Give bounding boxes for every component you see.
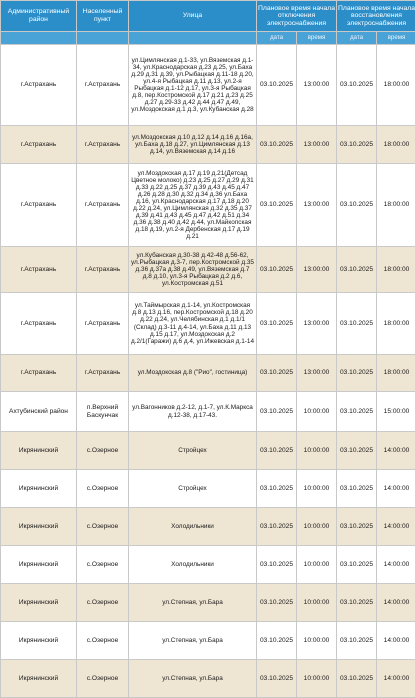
table-row: [1, 584, 415, 622]
locality-cell: с.Озерное: [77, 584, 129, 622]
locality-cell: с.Озерное: [77, 660, 129, 698]
locality-cell: г.Астрахань: [77, 126, 129, 164]
table-row: [1, 392, 415, 432]
table-row: [1, 126, 415, 164]
on-date-cell: 03.10.2025: [337, 546, 377, 584]
on-time-cell: 14:00:00: [377, 622, 415, 660]
locality-cell: г.Астрахань: [77, 45, 129, 126]
off-time-cell: 10:00:00: [297, 546, 337, 584]
streets-cell: ул.Моздокская д.8 ("Рио", гостиница): [129, 355, 257, 392]
table-row: [1, 164, 415, 247]
on-date-cell: 03.10.2025: [337, 392, 377, 432]
district-subheader: [1, 32, 77, 45]
locality-subheader: [77, 32, 129, 45]
subheader-row: [1, 32, 415, 45]
off-date-subheader: дата: [257, 32, 297, 45]
district-cell: г.Астрахань: [1, 164, 77, 247]
on-time-cell: 14:00:00: [377, 432, 415, 470]
on-time-cell: 14:00:00: [377, 546, 415, 584]
off-time-cell: 10:00:00: [297, 584, 337, 622]
off-date-cell: 03.10.2025: [257, 432, 297, 470]
streets-cell: ул.Степная, ул.Бара: [129, 584, 257, 622]
off-time-cell: 13:00:00: [297, 355, 337, 392]
table-row: [1, 247, 415, 293]
locality-cell: п.Верхний Баскунчак: [77, 392, 129, 432]
district-cell: Икрянинский: [1, 432, 77, 470]
streets-cell: Холодильники: [129, 546, 257, 584]
planned-off-header: Плановое время начала отключения электроснабжения: [257, 1, 337, 32]
district-cell: г.Астрахань: [1, 293, 77, 355]
streets-cell: Стройцех: [129, 432, 257, 470]
off-date-cell: 03.10.2025: [257, 660, 297, 698]
on-time-cell: 14:00:00: [377, 584, 415, 622]
off-time-cell: 10:00:00: [297, 508, 337, 546]
district-header: Административный район: [1, 1, 77, 32]
off-time-cell: 13:00:00: [297, 247, 337, 293]
on-date-cell: 03.10.2025: [337, 164, 377, 247]
streets-cell: ул.Цимлянская д.1-33, ул.Вяземская д.1-34, ул.Краснодарская д.23 д.25, ул.Баха д.29 д.31 д.39, ул.Рыбацкая д.11-18 д.20, ул.4-я Рыбацкая д.11 д.13, ул.2-я Рыбацкая д.1-12 д.17, ул.3-я Рыбацкая д.8, пер.Костромской д.17 д.21 д.23 д.25 д.27 д.29-33 д.42 д.44 д.47 д.49, ул.Моздокская д.1 д.3, ул.Кубанская д.28: [129, 45, 257, 126]
off-date-cell: 03.10.2025: [257, 293, 297, 355]
district-cell: г.Астрахань: [1, 247, 77, 293]
off-date-cell: 03.10.2025: [257, 584, 297, 622]
table-row: [1, 293, 415, 355]
off-date-cell: 03.10.2025: [257, 247, 297, 293]
off-time-cell: 10:00:00: [297, 432, 337, 470]
district-cell: Икрянинский: [1, 470, 77, 508]
street-header: Улица: [129, 1, 257, 32]
table-row: [1, 355, 415, 392]
locality-cell: с.Озерное: [77, 432, 129, 470]
on-date-cell: 03.10.2025: [337, 432, 377, 470]
district-cell: г.Астрахань: [1, 126, 77, 164]
locality-cell: г.Астрахань: [77, 164, 129, 247]
on-time-cell: 14:00:00: [377, 470, 415, 508]
locality-cell: г.Астрахань: [77, 355, 129, 392]
locality-cell: с.Озерное: [77, 622, 129, 660]
table-row: [1, 508, 415, 546]
table-row: [1, 432, 415, 470]
off-time-cell: 10:00:00: [297, 470, 337, 508]
street-subheader: [129, 32, 257, 45]
off-date-cell: 03.10.2025: [257, 126, 297, 164]
district-cell: Ахтубинский район: [1, 392, 77, 432]
off-time-cell: 13:00:00: [297, 126, 337, 164]
streets-cell: ул.Кубанская д.30-38 д.42-48 д.56-62, ул.Рыбацкая д.3-7, пер.Костромской д.35 д.36 д.37а д.38 д.49, ул.Вяземская д.7 д.8 д.10, ул.3-я Рыбацкая д.2 д.6, ул.Костромская д.51: [129, 247, 257, 293]
on-date-cell: 03.10.2025: [337, 470, 377, 508]
off-time-subheader: время: [297, 32, 337, 45]
district-cell: Икрянинский: [1, 584, 77, 622]
off-date-cell: 03.10.2025: [257, 355, 297, 392]
off-time-cell: 13:00:00: [297, 293, 337, 355]
off-time-cell: 10:00:00: [297, 660, 337, 698]
on-date-cell: 03.10.2025: [337, 247, 377, 293]
on-time-cell: 18:00:00: [377, 247, 415, 293]
off-date-cell: 03.10.2025: [257, 508, 297, 546]
table-row: [1, 660, 415, 698]
on-time-cell: 18:00:00: [377, 355, 415, 392]
on-time-cell: 15:00:00: [377, 392, 415, 432]
on-time-cell: 18:00:00: [377, 126, 415, 164]
district-cell: Икрянинский: [1, 622, 77, 660]
streets-cell: Холодильники: [129, 508, 257, 546]
on-date-cell: 03.10.2025: [337, 622, 377, 660]
streets-cell: ул.Степная, ул.Бара: [129, 660, 257, 698]
on-date-cell: 03.10.2025: [337, 293, 377, 355]
locality-cell: с.Озерное: [77, 546, 129, 584]
streets-cell: ул.Таймырская д.1-14, ул.Костромская д.8 д.13 д.16, пер.Костромской д.18 д.20 д.22 д.24, ул.Челябинская д.1 д.1/1 (Склад) д.3-11 д.4-14, ул.Баха д.11 д.13 д.15 д.17, ул.Моздокская д.2 д.2/1(Гаражи) д.6 д.4, ул.Ижевская д.1-14: [129, 293, 257, 355]
streets-cell: Стройцех: [129, 470, 257, 508]
on-time-subheader: время: [377, 32, 415, 45]
on-date-subheader: дата: [337, 32, 377, 45]
streets-cell: ул.Моздокская д.17 д.19 д.21(Детсад Цветное молоко) д.23 д.25 д.27 д.29 д.31 д.33 д.22 д.25 д.37 д.39 д.43 д.45 д.47 д.26 д.28 д.30 д.32 д.34 д.36 ул.Баха д.16, ул.Краснодарская д.17 д.18 д.20 д.22 д.24, ул.Цимлянская д.32 д.35 д.37 д.39 д.41 д.43 д.45 д.47 д.42 д.51 д.34 д.36 д.38 д.40 д.42 д.44, ул.Майкопская д.18 д.19, ул.2-я Дербенская д.17 д.19 д.21: [129, 164, 257, 247]
off-date-cell: 03.10.2025: [257, 164, 297, 247]
on-date-cell: 03.10.2025: [337, 45, 377, 126]
on-time-cell: 14:00:00: [377, 660, 415, 698]
on-date-cell: 03.10.2025: [337, 584, 377, 622]
table-row: [1, 622, 415, 660]
locality-header: Населенный пункт: [77, 1, 129, 32]
off-time-cell: 10:00:00: [297, 622, 337, 660]
header-row: [1, 1, 415, 32]
streets-cell: ул.Моздокская д.10 д.12 д.14 д.16 д.16а, ул.Баха д.18 д.27, ул.Цимлянская д.13 д.14, ул.Вяземская д.14 д.16: [129, 126, 257, 164]
off-date-cell: 03.10.2025: [257, 45, 297, 126]
table-row: [1, 546, 415, 584]
restore-header: Плановое время начала восстановления электроснабжения: [337, 1, 415, 32]
locality-cell: с.Озерное: [77, 470, 129, 508]
streets-cell: ул.Степная, ул.Бара: [129, 622, 257, 660]
on-time-cell: 18:00:00: [377, 164, 415, 247]
off-date-cell: 03.10.2025: [257, 392, 297, 432]
streets-cell: ул.Вагонников д.2-12, д.1-7, ул.К.Маркса д.12-38, д.17-43.: [129, 392, 257, 432]
district-cell: Икрянинский: [1, 660, 77, 698]
table-row: [1, 45, 415, 126]
locality-cell: с.Озерное: [77, 508, 129, 546]
on-time-cell: 14:00:00: [377, 508, 415, 546]
on-time-cell: 18:00:00: [377, 45, 415, 126]
locality-cell: г.Астрахань: [77, 293, 129, 355]
off-time-cell: 13:00:00: [297, 164, 337, 247]
on-date-cell: 03.10.2025: [337, 126, 377, 164]
off-time-cell: 13:00:00: [297, 45, 337, 126]
off-date-cell: 03.10.2025: [257, 546, 297, 584]
district-cell: г.Астрахань: [1, 355, 77, 392]
locality-cell: г.Астрахань: [77, 247, 129, 293]
off-date-cell: 03.10.2025: [257, 470, 297, 508]
table-row: [1, 470, 415, 508]
on-time-cell: 18:00:00: [377, 293, 415, 355]
on-date-cell: 03.10.2025: [337, 660, 377, 698]
district-cell: Икрянинский: [1, 508, 77, 546]
off-date-cell: 03.10.2025: [257, 622, 297, 660]
district-cell: Икрянинский: [1, 546, 77, 584]
off-time-cell: 10:00:00: [297, 392, 337, 432]
on-date-cell: 03.10.2025: [337, 508, 377, 546]
district-cell: г.Астрахань: [1, 45, 77, 126]
on-date-cell: 03.10.2025: [337, 355, 377, 392]
